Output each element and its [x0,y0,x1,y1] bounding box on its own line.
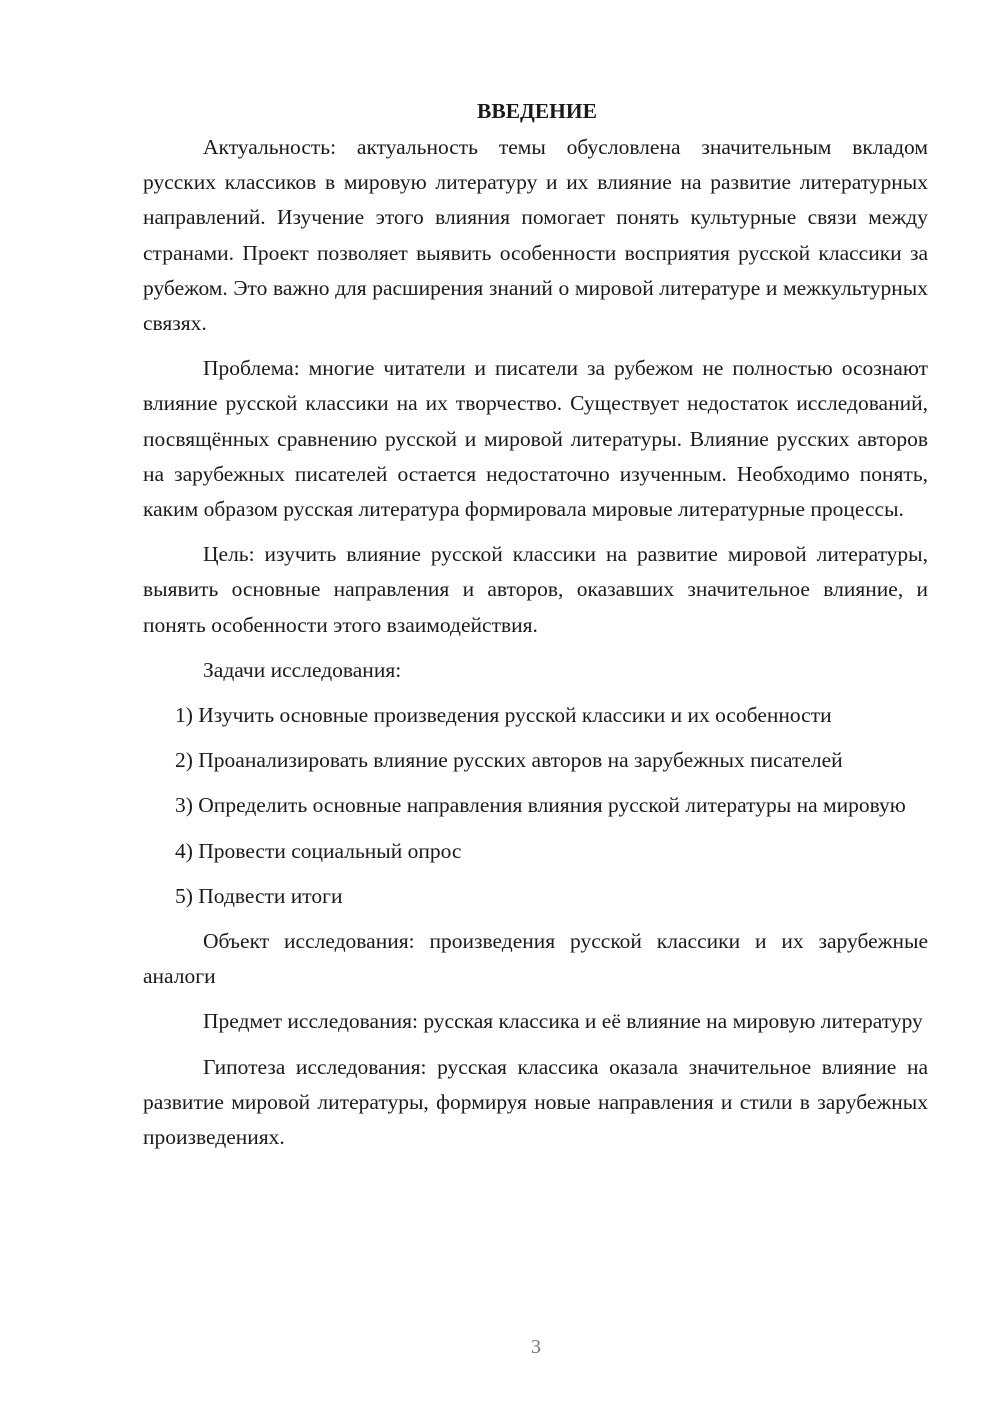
document-page [143,96,928,1165]
object-paragraph: Объект исследования: произведения русской классики и их зарубежные аналоги [143,929,928,989]
task-item-4: 4) Провести социальный опрос [175,838,462,863]
task-item-5: 5) Подвести итоги [175,883,343,908]
relevance-paragraph: Актуальность: актуальность темы обусловлена значительным вкладом русских классиков в мировую литературу и их влияние на развитие литературных направлений. Изучение этого влияния помогает понять культурные связи между странами. Проект позволяет выявить особенности восприятия русской классики за рубежом. Это важно для расширения знаний о мировой литературе и межкультурных связях. [143,135,928,336]
page-number: 3 [531,1336,541,1358]
problem-paragraph: Проблема: многие читатели и писатели за рубежом не полностью осознают влияние русской классики на их творчество. Существует недостаток исследований, посвящённых сравнению русской и мировой литературы. Влияние русских авторов на зарубежных писателей остается недостаточно изученным. Необходимо понять, каким образом русская литература формировала мировые литературные процессы. [143,356,928,522]
tasks-heading: Задачи исследования: [203,657,402,682]
task-item-1: 1) Изучить основные произведения русской классики и их особенности [175,703,832,728]
subject-paragraph: Предмет исследования: русская классика и её влияние на мировую литературу [203,1009,923,1034]
task-item-2: 2) Проанализировать влияние русских авторов на зарубежных писателей [175,748,843,773]
goal-paragraph: Цель: изучить влияние русской классики на развитие мировой литературы, выявить основные направления и авторов, оказавших значительное влияние, и понять особенности этого взаимодействия. [143,542,928,637]
hypothesis-paragraph: Гипотеза исследования: русская классика оказала значительное влияние на развитие мировой литературы, формируя новые направления и стили в зарубежных произведениях. [143,1054,928,1150]
task-item-3: 3) Определить основные направления влияния русской литературы на мировую [175,793,906,818]
section-title: ВВЕДЕНИЕ [477,99,597,123]
